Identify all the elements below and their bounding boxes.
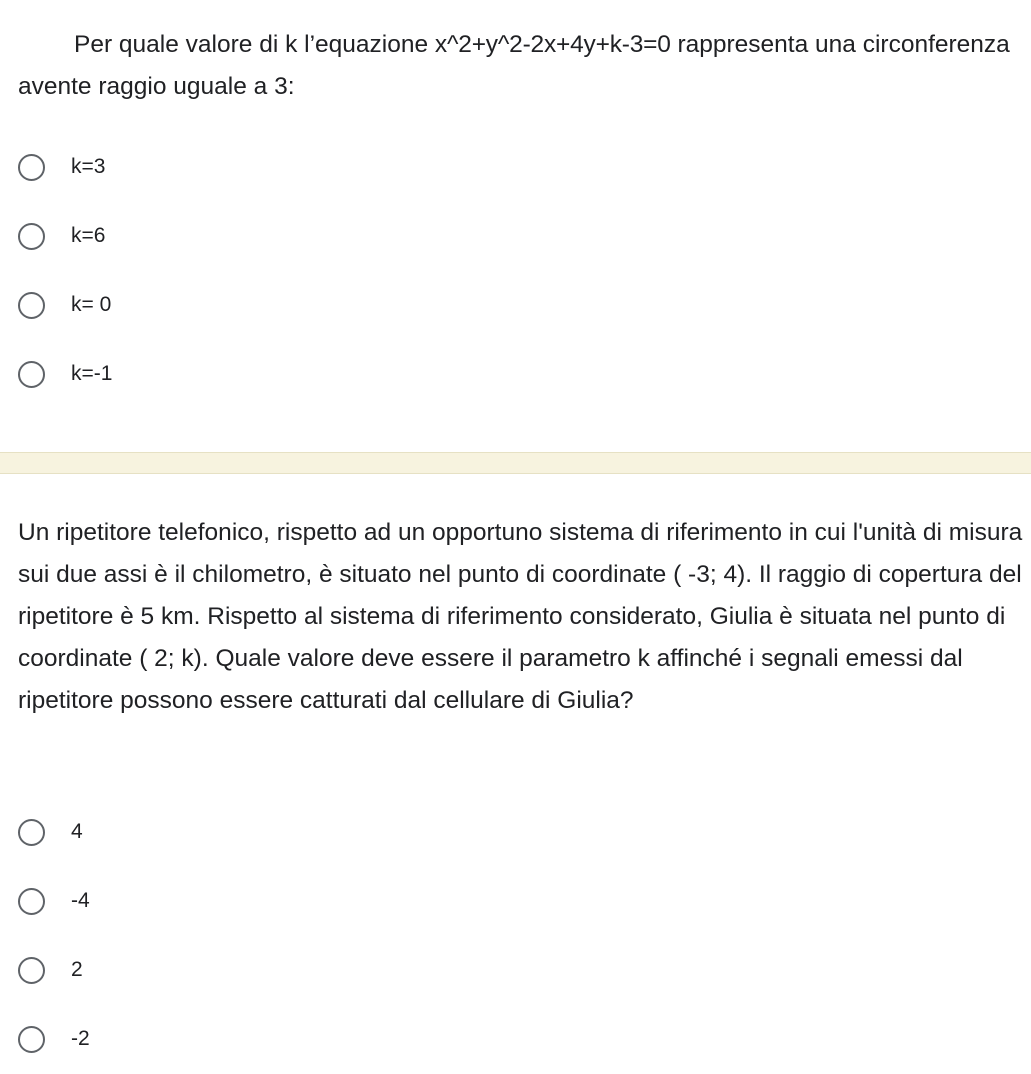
q1-option-k3[interactable] xyxy=(18,147,105,187)
option-label: 2 xyxy=(71,958,83,981)
radio-button-icon[interactable] xyxy=(18,1026,45,1053)
radio-button-icon[interactable] xyxy=(18,957,45,984)
option-label: -4 xyxy=(71,889,90,912)
q2-option-2[interactable] xyxy=(18,950,83,990)
radio-button-icon[interactable] xyxy=(18,154,45,181)
question-1-text-after: rappresenta una circonferenza avente raggio uguale a 3: xyxy=(18,31,1010,100)
question-2 xyxy=(18,512,1023,722)
radio-button-icon[interactable] xyxy=(18,819,45,846)
question-1-equation: x^2+y^2-2x+4y+k-3=0 xyxy=(434,31,671,58)
q1-option-k0[interactable] xyxy=(18,285,111,325)
radio-button-icon[interactable] xyxy=(18,361,45,388)
question-2-text: Un ripetitore telefonico, rispetto ad un opportuno sistema di riferimento in cui l'unità di misura sui due assi è il chilometro, è situato nel punto di coordinate ( -3; 4). Il raggio di copertura del ripetitore è 5 km. Rispetto al sistema di riferimento considerato, Giulia è situata nel punto di coordinate ( 2; k). Quale valore deve essere il parametro k affinché i segnali emessi dal ripetitore possono essere catturati dal cellulare di Giulia? xyxy=(18,519,1023,714)
option-label: k=6 xyxy=(71,224,106,247)
question-1-text-before: Per quale valore di k l’equazione xyxy=(74,31,435,58)
option-label: k=-1 xyxy=(71,362,113,385)
radio-button-icon[interactable] xyxy=(18,223,45,250)
q2-option-4[interactable] xyxy=(18,812,83,852)
option-label: 4 xyxy=(71,820,83,843)
option-label: -2 xyxy=(71,1027,90,1050)
option-label: k=3 xyxy=(71,155,106,178)
radio-button-icon[interactable] xyxy=(18,888,45,915)
question-1 xyxy=(18,24,1023,108)
radio-button-icon[interactable] xyxy=(18,292,45,319)
section-divider xyxy=(0,452,1031,474)
q1-option-k6[interactable] xyxy=(18,216,105,256)
q1-option-k-minus1[interactable] xyxy=(18,354,112,394)
q2-option-minus4[interactable] xyxy=(18,881,90,921)
option-label: k= 0 xyxy=(71,293,112,316)
question-1-text xyxy=(18,24,1023,108)
q2-option-minus2[interactable] xyxy=(18,1019,90,1059)
